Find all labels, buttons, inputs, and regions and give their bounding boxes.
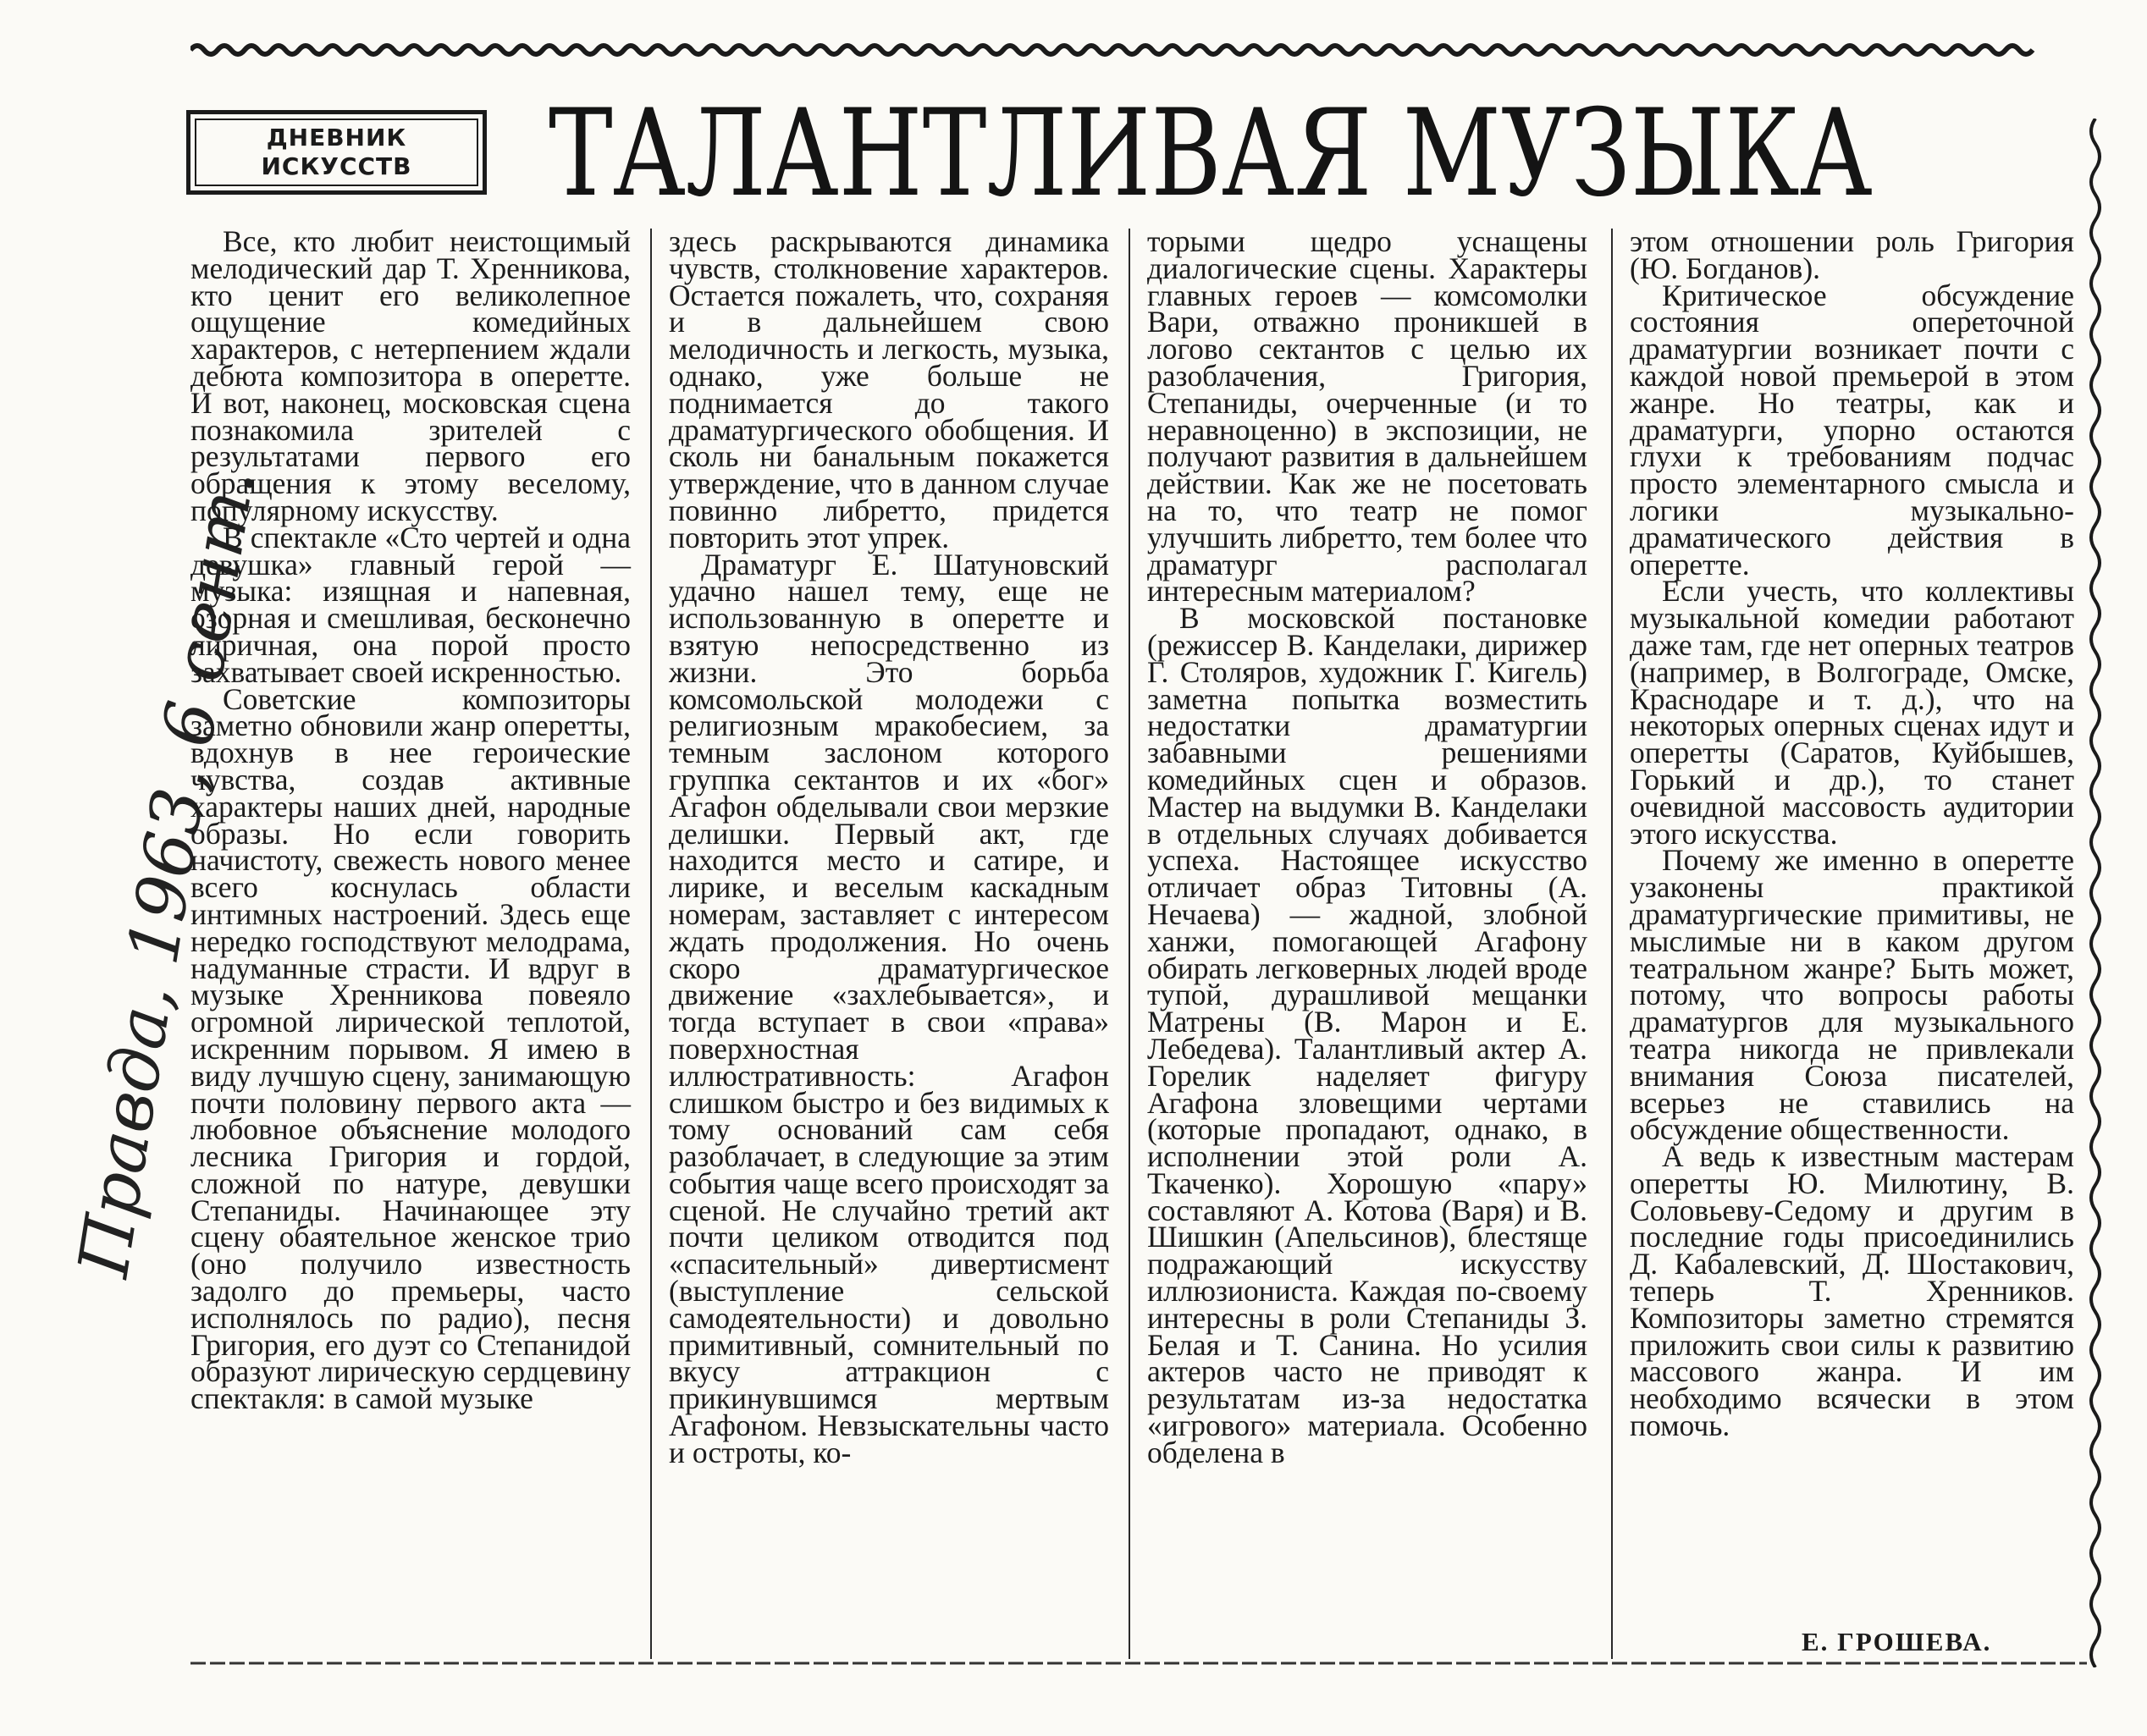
rubric-line-1: ДНЕВНИК	[266, 124, 407, 152]
paragraph: торыми щедро уснащены диалогические сцены. Характеры главных героев — комсомолки Вари, отважно проникшей в логово сектантов с целью их разоблачения, Григория, Степаниды, очерченные (и то неравноценно) в экспозиции, не получают развития в дальнейшем действии. Как же не посетовать на то, что театр не помог улучшить либретто, тем более что драматург располагал интересным материалом?	[1147, 224, 1587, 609]
paragraph: этом отношении роль Григория (Ю. Богданов).	[1630, 224, 2074, 285]
paragraph: Советские композиторы заметно обновили жанр оперетты, вдохнув в нее героические чувства, создав активные характеры наших дней, народные образы. Но если говорить начистоту, свежесть нового менее всего коснулась области интимных настроений. Здесь еще нередко господствуют мелодрама, надуманные страсти. И вдруг в музыке Хренникова повеяло огромной лирической теплотой, искренним порывом. Я имею в виду лучшую сцену, занимающую почти половину первого акта — любовное объяснение молодого лесника Григория и гордой, сложной по натуре, девушки Степаниды. Начинающее эту сцену обаятельное женское трио (оно получило известность задолго до премьеры, часто исполнялось по радио), песня Григория, его дуэт со Степанидой образуют лирическую сердцевину спектакля: в самой музыке	[190, 681, 631, 1416]
column-divider	[1129, 229, 1130, 1659]
paragraph: Почему же именно в оперетте узаконены практикой драматургические примитивы, не мыслимые ни в каком другом театральном жанре? Быть может, потому, что вопросы работы драматургов для музыкального театра никогда не привлекали внимания Союза писателей, всерьез не ставились на обсуждение общественности.	[1630, 843, 2074, 1147]
rubric-line-2: ИСКУССТВ	[261, 152, 412, 180]
right-wavy-border	[2083, 118, 2108, 1667]
author-signature: Е. ГРОШЕВА.	[1802, 1627, 1992, 1656]
rubric-box	[186, 110, 487, 195]
paragraph: В спектакле «Сто чертей и одна девушка» главный герой — музыка: изящная и напевная, озорная и смешливая, бесконечно лиричная, она порой просто захватывает своей искренностью.	[190, 520, 631, 689]
paragraph: здесь раскрываются динамика чувств, столкновение характеров. Остается пожалеть, что, сохраняя и в дальнейшем свою мелодичность и легкость, музыка, однако, уже больше не поднимается до такого драматургического обобщения. И сколь ни банальным покажется утверждение, что в данном случае повинно либретто, придется повторить этот упрек.	[669, 224, 1109, 554]
article-column-4	[1630, 224, 2074, 1443]
bottom-rule	[190, 1657, 2087, 1669]
headline: ТАЛАНТЛИВАЯ МУЗЫКА	[549, 84, 1873, 223]
article-column-2	[669, 224, 1109, 1469]
column-divider	[1611, 229, 1613, 1659]
paragraph: А ведь к известным мастерам оперетты Ю. Милютину, В. Соловьеву-Седому и другим в последние годы присоединились Д. Кабалевский, Д. Шостакович, теперь Т. Хренников. Композиторы заметно стремятся приложить свои силы к развитию массового жанра. И им необходимо всячески в этом помочь.	[1630, 1139, 2074, 1443]
paragraph: В московской постановке (режиссер В. Канделаки, дирижер Г. Столяров, художник Г. Кигель) заметна попытка возместить недостатки драматургии забавными решениями комедийных сцен и образов. Мастер на выдумки В. Канделаки в отдельных случаях добивается успеха. Настоящее искусство отличает образ Титовны (А. Нечаева) — жадной, злобной ханжи, помогающей Агафону обирать легковерных людей вроде тупой, дурашливой мещанки Матрены (В. Марон и Е. Лебедева). Талантливый актер А. Горелик наделяет фигуру Агафона зловещими чертами (которые пропадают, однако, в исполнении этой роли А. Ткаченко). Хорошую «пару» составляют А. Котова (Варя) и В. Шишкин (Апельсинов), блестяще подражающий искусству иллюзиониста. Каждая по-своему интересны в роли Степаниды З. Белая и Т. Санина. Но усилия актеров часто не приводят к результатам из-за недостатка «игрового» материала. Особенно обделена в	[1147, 601, 1587, 1469]
paragraph: Если учесть, что коллективы музыкальной комедии работают даже там, где нет оперных театров (например, в Волгограде, Омске, Краснодаре и т. д.), что на некоторых оперных сценах идут и оперетты (Саратов, Куйбышев, Горький и др.), то станет очевидной массовость аудитории этого искусства.	[1630, 574, 2074, 851]
top-wavy-border	[190, 37, 2036, 63]
article-column-1	[190, 224, 631, 1416]
paragraph: Все, кто любит неистощимый мелодический дар Т. Хренникова, кто ценит его великолепное ощущение комедийных характеров, с нетерпением ждали дебюта композитора в оперетте. И вот, наконец, московская сцена познакомила зрителей с результатами первого его обращения к этому веселому, популярному искусству.	[190, 224, 631, 527]
column-divider	[650, 229, 652, 1659]
handwritten-note: Правда, 1963, 6 сент.	[63, 462, 271, 1282]
article-column-3	[1147, 224, 1587, 1469]
paragraph: Драматург Е. Шатуновский удачно нашел тему, еще не использованную в оперетте и взятую непосредственно из жизни. Это борьба комсомольской молодежи с религиозным мракобесием, за темным заслоном которого группка сектантов и их «бог» Агафон обделывали свои мерзкие делишки. Первый акт, где находится место и сатире, и лирике, и веселым каскадным номерам, заставляет с интересом ждать продолжения. Но очень скоро драматургическое движение «захлебывается», и тогда вступает в свои «права» поверхностная иллюстративность: Агафон слишком быстро и без видимых к тому оснований сам себя разоблачает, в следующие за этим события чаще всего происходят за сценой. Не случайно третий акт почти целиком отводится под «спасительный» дивертисмент (выступление сельской самодеятельности) и довольно примитивный, сомнительный по вкусу аттракцион с прикинувшимся мертвым Агафоном. Невзыскательны часто и остроты, ко-	[669, 547, 1109, 1469]
paragraph: Критическое обсуждение состояния опереточной драматургии возникает почти с каждой новой премьерой в этом жанре. Но театры, как и драматурги, упорно остаются глухи к требованиям подчас просто элементарного смысла и логики музыкально-драматического действия в оперетте.	[1630, 278, 2074, 581]
